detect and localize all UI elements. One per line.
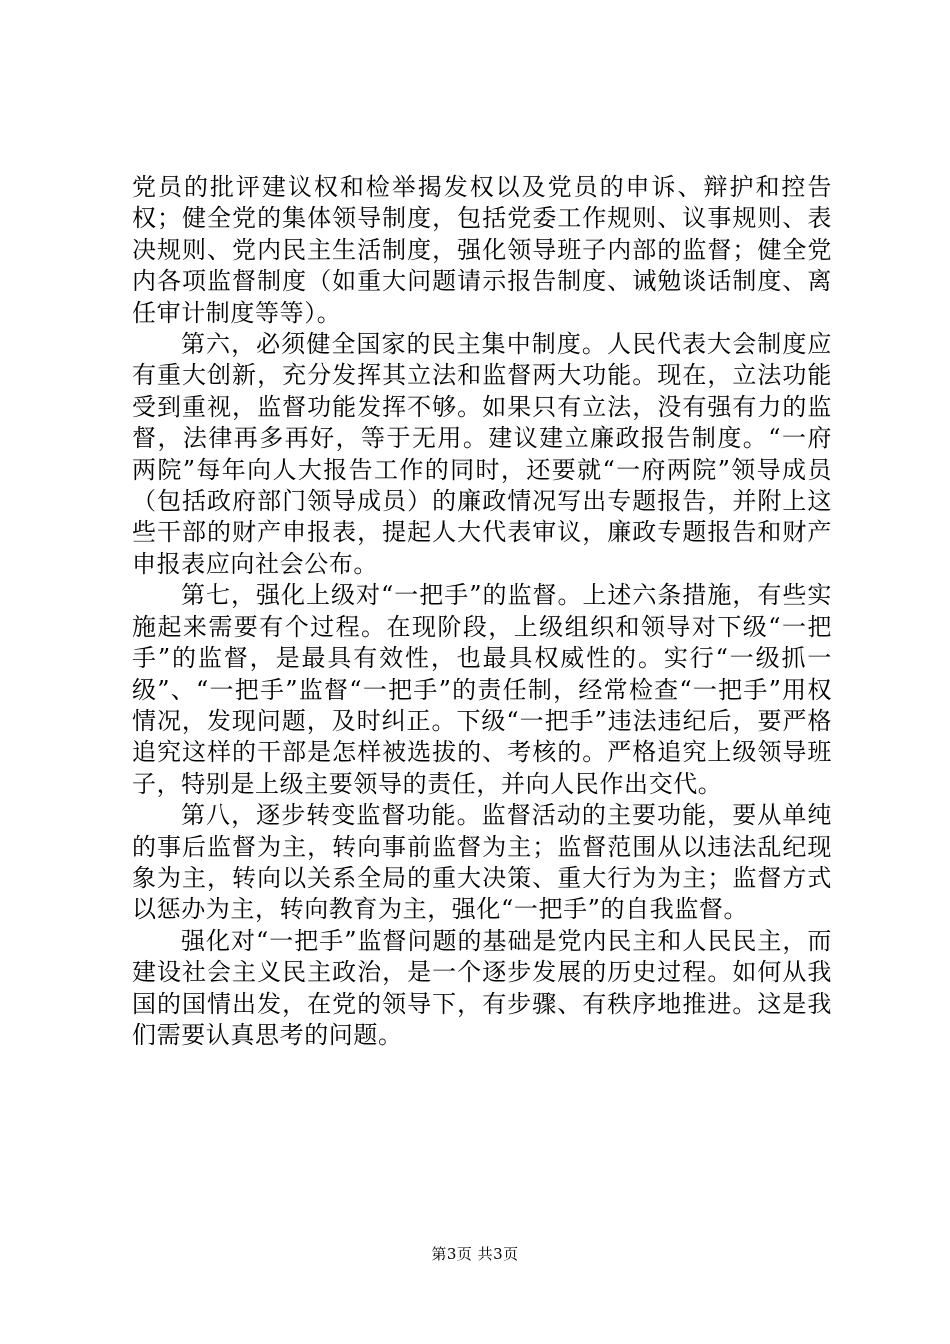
- paragraph-continuation: 党员的批评建议权和检举揭发权以及党员的申诉、辩护和控告权；健全党的集体领导制度，包括党委工作规则、议事规则、表决规则、党内民主生活制度，强化领导班子内部的监督；健全党内各项监督制度（如重大问题请示报告制度、诫勉谈话制度、离任审计制度等等）。: [132, 173, 832, 327]
- paragraph-conclusion: 强化对“一把手”监督问题的基础是党内民主和人民民主，而建设社会主义民主政治，是一个逐步发展的历史过程。如何从我国的国情出发，在党的领导下，有步骤、有秩序地推进。这是我们需要认真思考的问题。: [132, 926, 832, 1049]
- page-number-label: 第3页 共3页: [431, 1245, 519, 1263]
- page-footer: [0, 1244, 950, 1264]
- paragraph-eighth: 第八，逐步转变监督功能。监督活动的主要功能，要从单纯的事后监督为主，转向事前监督为主；监督范围从以违法乱纪现象为主，转向以关系全局的重大决策、重大行为为主；监督方式以惩办为主，转向教育为主，强化“一把手”的自我监督。: [132, 801, 832, 924]
- document-body: [132, 172, 832, 1051]
- paragraph-seventh: 第七，强化上级对“一把手”的监督。上述六条措施，有些实施起来需要有个过程。在现阶段，上级组织和领导对下级“一把手”的监督，是最具有效性，也最具权威性的。实行“一级抓一级”、“一把手”监督“一把手”的责任制，经常检查“一把手”用权情况，发现问题，及时纠正。下级“一把手”违法违纪后，要严格追究这样的干部是怎样被选拔的、考核的。严格追究上级领导班子，特别是上级主要领导的责任，并向人民作出交代。: [132, 581, 832, 798]
- paragraph-sixth: 第六，必须健全国家的民主集中制度。人民代表大会制度应有重大创新，充分发挥其立法和监督两大功能。现在，立法功能受到重视，监督功能发挥不够。如果只有立法，没有强有力的监督，法律再多再好，等于无用。建议建立廉政报告制度。“一府两院”每年向人大报告工作的同时，还要就“一府两院”领导成员（包括政府部门领导成员）的廉政情况写出专题报告，并附上这些干部的财产申报表，提起人大代表审议，廉政专题报告和财产申报表应向社会公布。: [132, 330, 832, 578]
